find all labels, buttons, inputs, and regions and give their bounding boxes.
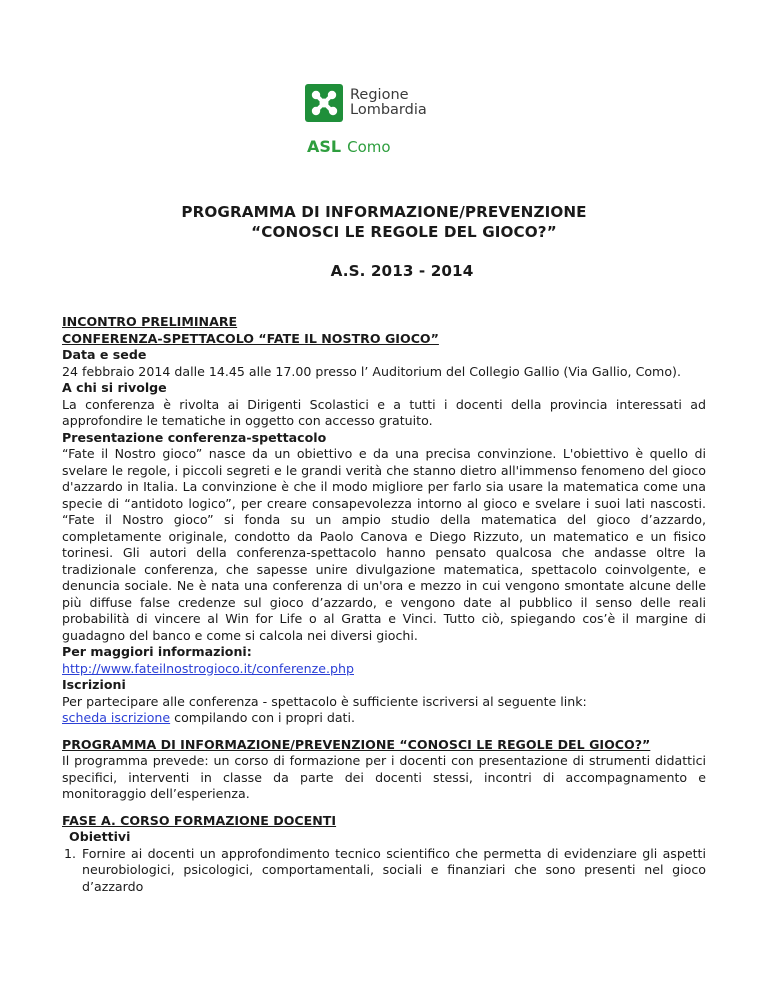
asl-text: ASL <box>307 137 342 156</box>
section-heading-incontro: INCONTRO PRELIMINARE <box>62 314 238 329</box>
section-heading-fase-a: FASE A. CORSO FORMAZIONE DOCENTI <box>62 812 337 828</box>
objectives-list <box>62 846 706 896</box>
audience-text: La conferenza è rivolta ai Dirigenti Scolastici e a tutti i docenti della provincia interessati ad approfondire le tematiche in oggetto con accesso gratuito. <box>62 396 706 428</box>
presentation-text: “Fate il Nostro gioco” nasce da un obiettivo e da una precisa convinzione. L'obiettivo è quello di svelare le regole, i piccoli segreti e le grandi verità che stanno dietro all'immenso fenomeno del gioco d'azzardo in Italia. La convinzione è che il modo migliore per farlo sia usare la matematica come una specie di “antidoto logico”, per creare consapevolezza intorno al gioco e svelare i suoi lati nascosti. “Fate il Nostro gioco” si fonda su un ampio studio della matematica del gioco d’azzardo, completamente originale, condotto da Paolo Canova e Diego Rizzuto, un matematico e un fisico torinesi. Gli autori della conferenza-spettacolo hanno pensato qualcosa che andasse oltre la tradizionale conferenza, che sapesse unire divulgazione matematica, spettacolo coinvolgente, e denuncia sociale. Ne è nata una conferenza di un'ora e mezzo in cui vengono smontate alcune delle più diffuse false credenze sul gioco d’azzardo, e vengono date al pubblico il senso delle reali probabilità di vincere al Win for Life o al Gratta e Vinci. Tutto ciò, spiegando cos’è il margine di guadagno del banco e come si calcola nei diversi giochi. <box>62 446 706 643</box>
signup-label: Iscrizioni <box>62 677 126 692</box>
signup-form-link[interactable]: scheda iscrizione <box>62 710 171 725</box>
regione-lombardia-logo <box>305 84 465 164</box>
audience-label: A chi si rivolge <box>62 380 167 395</box>
asl-city: Como <box>347 138 391 156</box>
info-link[interactable]: http://www.fateilnostrogioco.it/conferenze.php <box>62 660 354 676</box>
logo-line2: Lombardia <box>350 102 427 118</box>
school-year: A.S. 2013 - 2014 <box>330 262 474 280</box>
info-label: Per maggiori informazioni: <box>62 644 252 659</box>
logo-line1: Regione <box>350 87 409 103</box>
regione-lombardia-rosa-camuna-icon <box>305 84 343 122</box>
page-title-line1: PROGRAMMA DI INFORMAZIONE/PREVENZIONE <box>181 203 587 221</box>
date-text: 24 febbraio 2014 dalle 14.45 alle 17.00 presso l’ Auditorium del Collegio Gallio (Via Gallio, Como). <box>62 363 681 379</box>
section-heading-conferenza: CONFERENZA-SPETTACOLO “FATE IL NOSTRO GIOCO” <box>62 330 439 346</box>
section-heading-programma: PROGRAMMA DI INFORMAZIONE/PREVENZIONE “CONOSCI LE REGOLE DEL GIOCO?” <box>62 736 651 752</box>
page-title-line2: “CONOSCI LE REGOLE DEL GIOCO?” <box>251 223 557 241</box>
logo-text <box>350 88 427 118</box>
signup-line <box>62 710 706 727</box>
objectives-label: Obiettivi <box>69 829 131 844</box>
date-label: Data e sede <box>62 347 147 362</box>
asl-label <box>307 137 391 156</box>
document-body <box>62 314 706 895</box>
programma-text: Il programma prevede: un corso di formazione per i docenti con presentazione di strumenti didattici specifici, interventi in classe da parte dei docenti stessi, incontri di accompagnamento e monitoraggio dell’esperienza. <box>62 753 706 801</box>
signup-text: Per partecipare alle conferenza - spettacolo è sufficiente iscriversi al seguente link: <box>62 693 587 709</box>
objective-item: 1. Fornire ai docenti un approfondimento tecnico scientifico che permetta di evidenziare gli aspetti neurobiologici, psicologici, comportamentali, sociali e finanziari che sono presenti nel gioco d’azzardo <box>80 846 706 896</box>
presentation-label: Presentazione conferenza-spettacolo <box>62 429 327 445</box>
signup-after-text: compilando con i propri dati. <box>170 710 355 725</box>
